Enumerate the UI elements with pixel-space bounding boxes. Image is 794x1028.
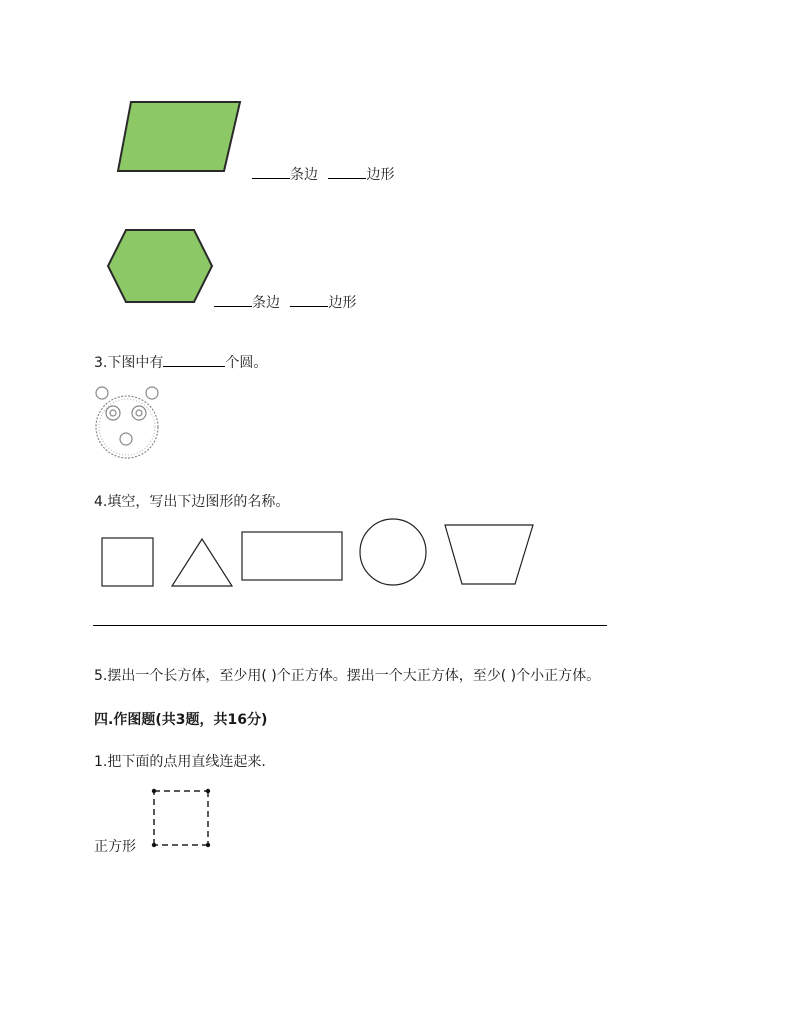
bear-circles-figure xyxy=(92,384,164,460)
sides-suffix: 条边 xyxy=(252,295,280,311)
corner-dot[interactable] xyxy=(152,789,156,793)
triangle-shape xyxy=(172,539,232,586)
question-3 xyxy=(94,352,267,372)
question-5: 5.摆出一个长方体，至少用( )个正方体。摆出一个大正方体，至少( )个小正方体。 xyxy=(94,668,601,684)
question-4-prompt: 4.填空，写出下边图形的名称。 xyxy=(94,494,290,510)
shapes-row xyxy=(100,515,540,590)
sides-suffix: 条边 xyxy=(290,167,318,183)
circle-count-blank[interactable] xyxy=(163,354,225,367)
rectangle-shape xyxy=(242,532,342,580)
shape-suffix: 边形 xyxy=(366,167,395,183)
trapezoid-shape xyxy=(445,525,533,584)
answer-line[interactable] xyxy=(93,625,607,626)
corner-dot[interactable] xyxy=(152,843,156,847)
q3-prefix: 3.下图中有 xyxy=(94,355,164,371)
sides-count-blank[interactable] xyxy=(214,294,252,307)
shape-name-blank[interactable] xyxy=(328,166,366,179)
hexagon-shape xyxy=(108,230,212,302)
square-label: 正方形 xyxy=(94,839,136,855)
hexagon-answer-line xyxy=(214,292,356,312)
corner-dot[interactable] xyxy=(206,843,210,847)
section-4-heading: 四.作图题(共3题，共16分) xyxy=(94,712,268,728)
dotted-square-figure xyxy=(148,786,214,852)
sides-count-blank[interactable] xyxy=(252,166,290,179)
parallelogram-shape xyxy=(118,102,240,171)
parallelogram-answer-line xyxy=(252,164,394,184)
parallelogram-figure xyxy=(116,100,242,174)
q3-suffix: 个圆。 xyxy=(225,355,268,371)
corner-dot[interactable] xyxy=(206,789,210,793)
hexagon-figure xyxy=(106,228,214,306)
shape-name-blank[interactable] xyxy=(290,294,328,307)
square-shape xyxy=(102,538,153,586)
section-4-question-1: 1.把下面的点用直线连起来. xyxy=(94,754,266,770)
circle-shape xyxy=(360,519,426,585)
shape-suffix: 边形 xyxy=(328,295,357,311)
